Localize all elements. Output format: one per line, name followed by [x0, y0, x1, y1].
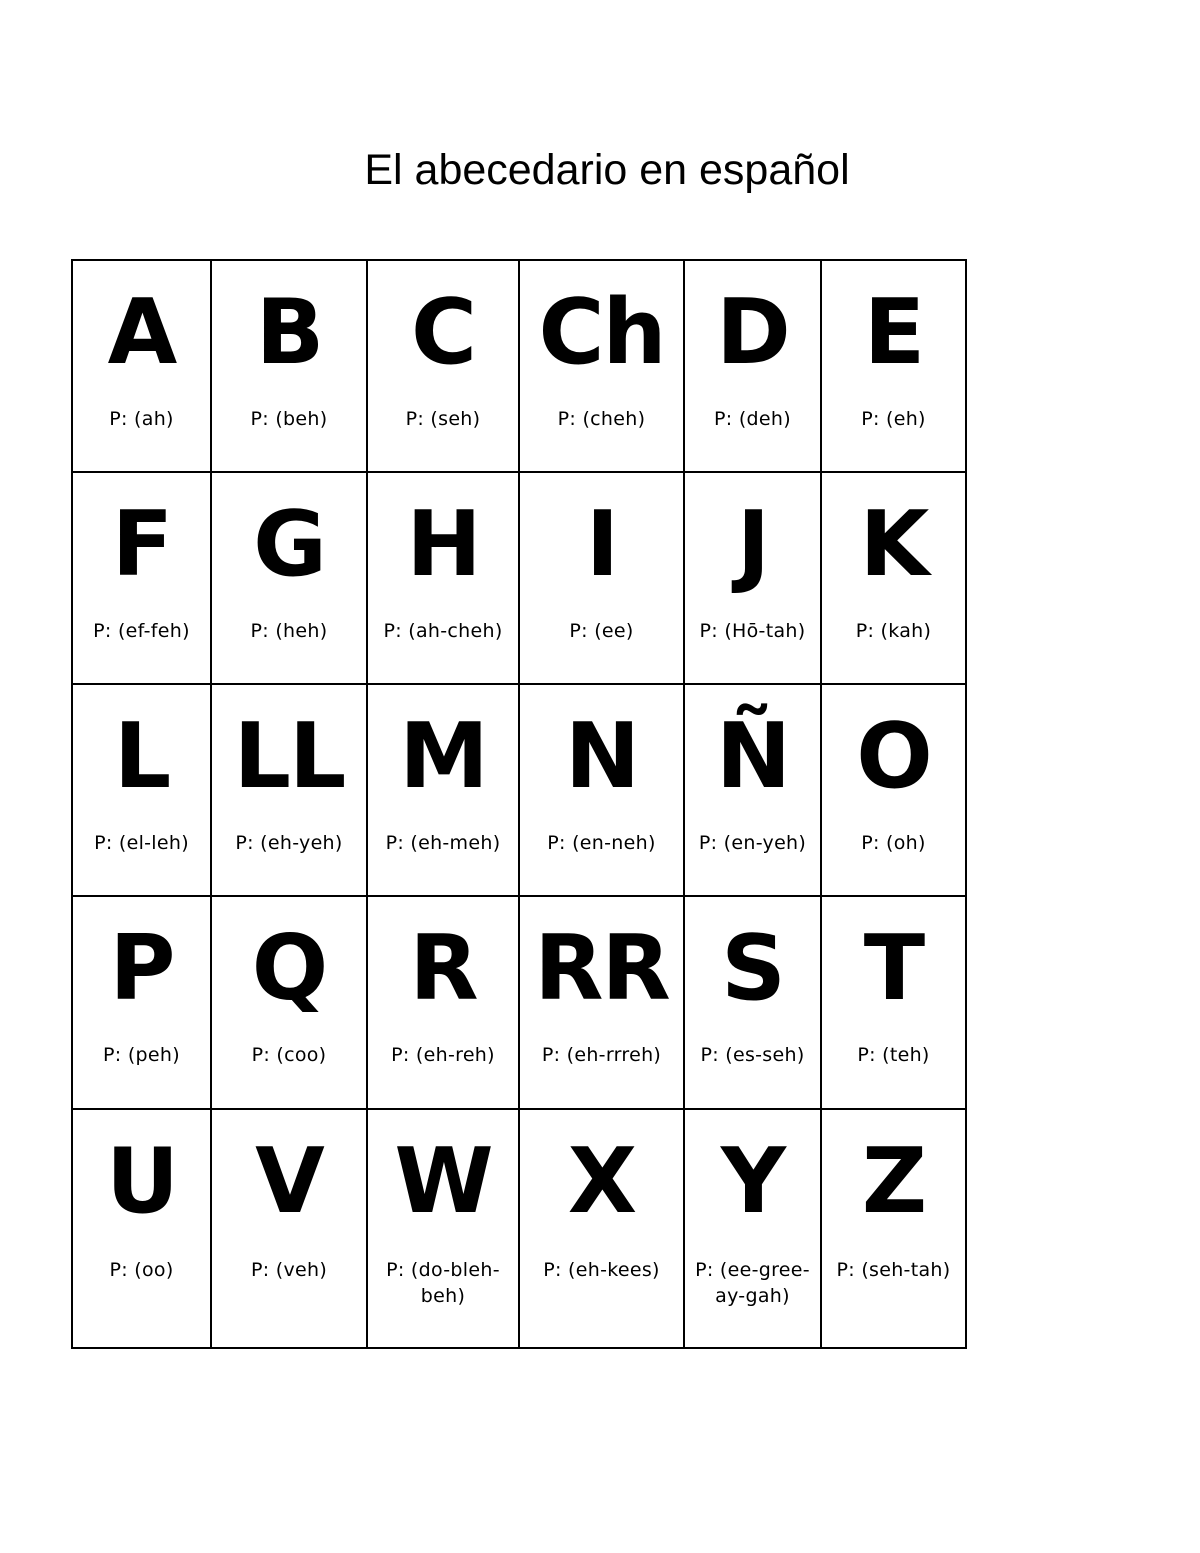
- pronunciation: P: (do-bleh-beh): [386, 1259, 500, 1307]
- letter-cell: [684, 896, 821, 1109]
- letter: J: [736, 492, 769, 597]
- pronunciation: P: (Hō-tah): [699, 620, 806, 642]
- letter: Y: [720, 1129, 785, 1234]
- letter: C: [410, 280, 476, 385]
- letter: F: [111, 492, 172, 597]
- letter: O: [856, 704, 931, 809]
- letter: W: [394, 1129, 492, 1234]
- letter-cell: [519, 896, 684, 1109]
- letter-cell: [684, 472, 821, 684]
- letter-cell: [211, 684, 367, 896]
- letter-cell: [367, 472, 519, 684]
- pronunciation: P: (peh): [103, 1044, 180, 1066]
- letter-cell: [821, 896, 966, 1109]
- pronunciation: P: (eh): [861, 408, 926, 430]
- letter-cell: [367, 260, 519, 472]
- letter: Q: [251, 916, 327, 1021]
- table-row: [72, 896, 966, 1109]
- pronunciation: P: (es-seh): [700, 1044, 805, 1066]
- pronunciation: P: (kah): [855, 620, 932, 642]
- letter: M: [399, 704, 487, 809]
- letter: S: [721, 916, 784, 1021]
- pronunciation: P: (ef-feh): [93, 620, 190, 642]
- letter-cell: [72, 896, 211, 1109]
- pronunciation: P: (ah-cheh): [383, 620, 503, 642]
- pronunciation: P: (en-yeh): [698, 832, 807, 854]
- letter-cell: [821, 1109, 966, 1348]
- pronunciation: P: (en-neh): [547, 832, 656, 854]
- letter: RR: [534, 916, 669, 1021]
- letter: G: [253, 492, 325, 597]
- pronunciation: P: (ah): [109, 408, 174, 430]
- table-row: [72, 260, 966, 472]
- letter: Ch: [538, 280, 665, 385]
- letter: K: [859, 492, 928, 597]
- letter-cell: [519, 1109, 684, 1348]
- letter-cell: [72, 260, 211, 472]
- letter-cell: [519, 472, 684, 684]
- pronunciation: P: (oo): [109, 1259, 174, 1281]
- letter: T: [863, 916, 924, 1021]
- pronunciation: P: (beh): [250, 408, 328, 430]
- pronunciation: P: (deh): [714, 408, 791, 430]
- pronunciation: P: (ee): [569, 620, 634, 642]
- table-row: [72, 684, 966, 896]
- letter: LL: [233, 704, 345, 809]
- letter: R: [409, 916, 477, 1021]
- letter: U: [105, 1129, 178, 1234]
- pronunciation: P: (ee-gree-ay-gah): [695, 1259, 810, 1307]
- letter-cell: [72, 684, 211, 896]
- letter-cell: [821, 260, 966, 472]
- letter-cell: [72, 1109, 211, 1348]
- letter-cell: [211, 896, 367, 1109]
- letter-cell: [367, 684, 519, 896]
- pronunciation: P: (seh-tah): [836, 1259, 951, 1281]
- letter: V: [255, 1129, 323, 1234]
- letter: D: [716, 280, 789, 385]
- table-row: [72, 472, 966, 684]
- alphabet-table: [71, 259, 967, 1349]
- letter: A: [107, 280, 176, 385]
- letter-cell: [367, 896, 519, 1109]
- letter-cell: [211, 260, 367, 472]
- letter-cell: [684, 260, 821, 472]
- letter-cell: [367, 1109, 519, 1348]
- letter-cell: [519, 684, 684, 896]
- letter-cell: [72, 472, 211, 684]
- letter: Z: [861, 1129, 926, 1234]
- pronunciation: P: (eh-yeh): [235, 832, 343, 854]
- letter: L: [113, 704, 170, 809]
- letter: P: [109, 916, 174, 1021]
- page-title: El abecedario en español: [364, 146, 850, 194]
- pronunciation: P: (eh-kees): [543, 1259, 660, 1281]
- letter: Ñ: [715, 704, 790, 809]
- pronunciation: P: (eh-meh): [385, 832, 501, 854]
- pronunciation: P: (veh): [250, 1259, 328, 1281]
- letter-cell: [684, 1109, 821, 1348]
- letter-cell: [684, 684, 821, 896]
- letter: X: [567, 1129, 636, 1234]
- letter-cell: [519, 260, 684, 472]
- letter: N: [564, 704, 639, 809]
- pronunciation: P: (cheh): [557, 408, 646, 430]
- table-row: [72, 1109, 966, 1348]
- pronunciation: P: (eh-rrreh): [541, 1044, 662, 1066]
- pronunciation: P: (seh): [405, 408, 481, 430]
- letter: I: [585, 492, 618, 597]
- letter-cell: [211, 1109, 367, 1348]
- pronunciation: P: (eh-reh): [391, 1044, 495, 1066]
- letter: H: [406, 492, 480, 597]
- letter-cell: [821, 684, 966, 896]
- letter: E: [863, 280, 924, 385]
- letter-cell: [821, 472, 966, 684]
- pronunciation: P: (el-leh): [94, 832, 189, 854]
- pronunciation: P: (coo): [251, 1044, 327, 1066]
- pronunciation: P: (teh): [857, 1044, 930, 1066]
- letter-cell: [211, 472, 367, 684]
- pronunciation: P: (oh): [861, 832, 926, 854]
- letter: B: [255, 280, 323, 385]
- pronunciation: P: (heh): [250, 620, 328, 642]
